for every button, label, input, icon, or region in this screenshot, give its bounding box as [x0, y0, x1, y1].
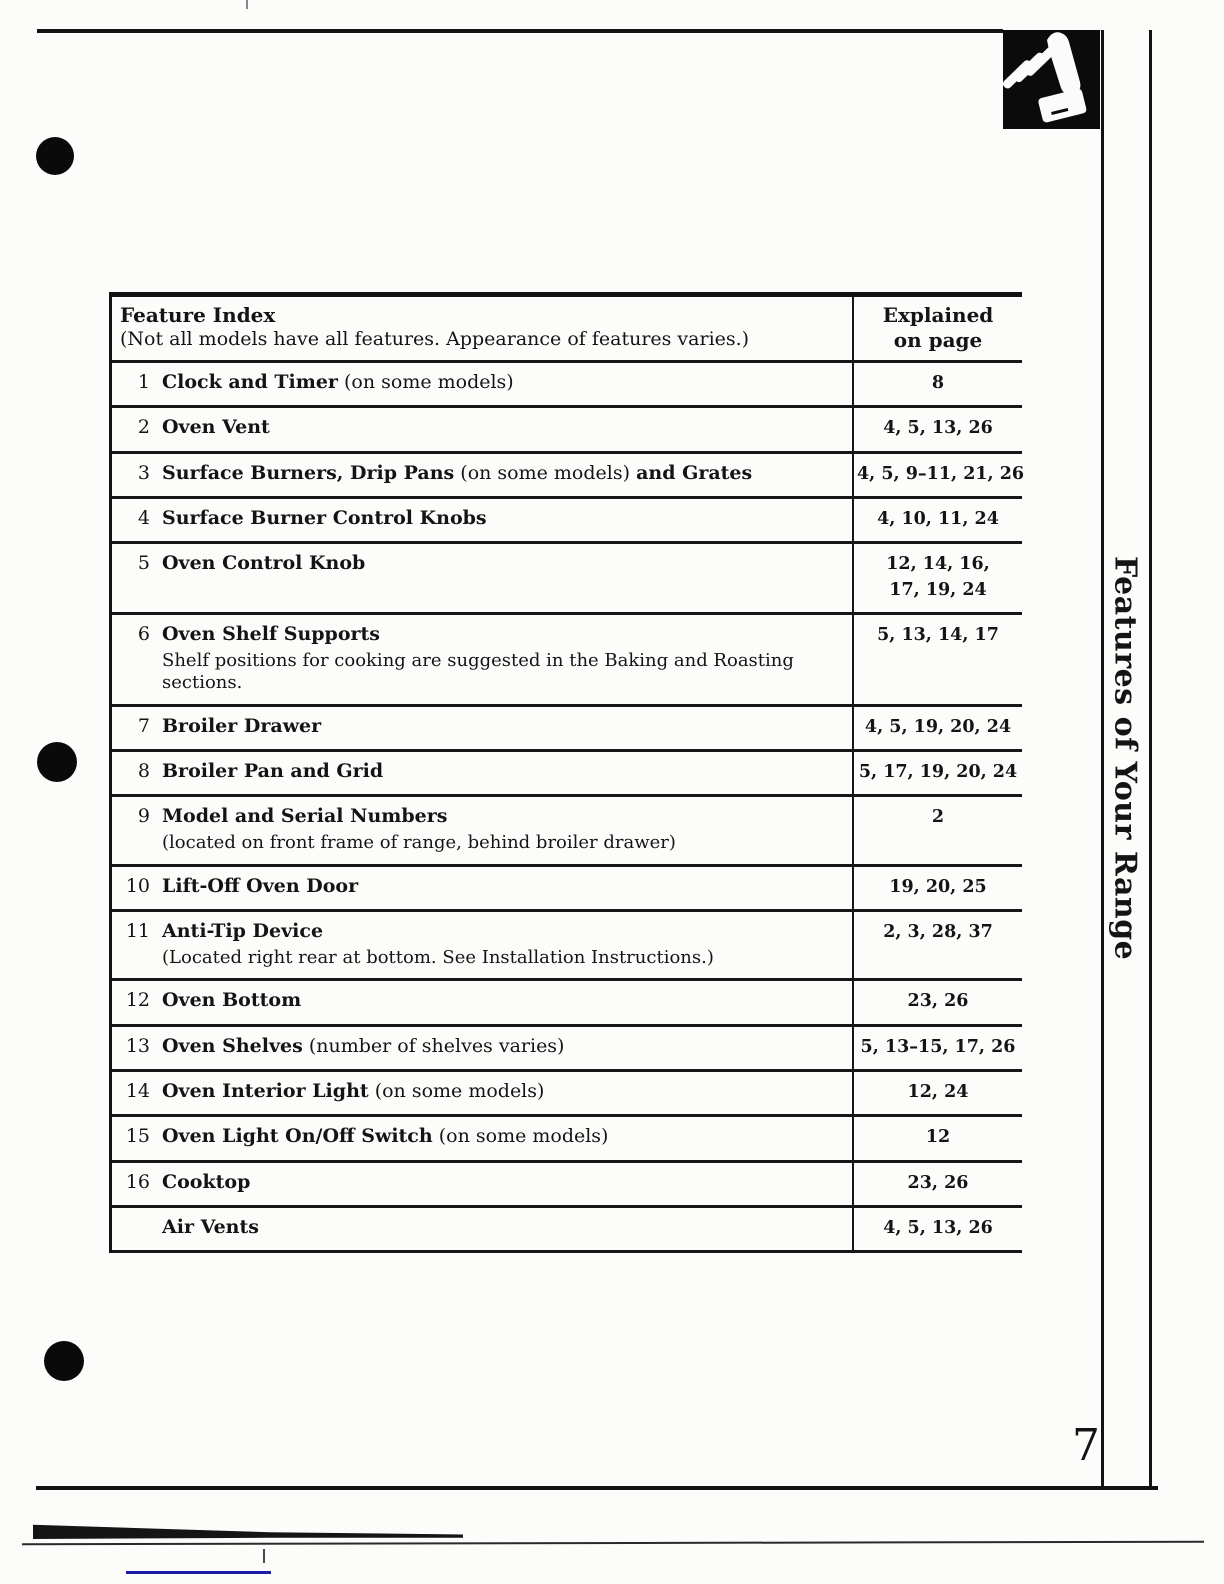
- table-subtitle: (Not all models have all features. Appearance of features varies.): [120, 328, 750, 350]
- feature-label: Oven Vent: [162, 416, 270, 439]
- feature-description: (located on front frame of range, behind broiler drawer): [162, 832, 676, 854]
- feature-cell: [112, 752, 852, 794]
- feature-cell: [112, 981, 852, 1023]
- feature-cell: [112, 1208, 852, 1250]
- feature-number: 7: [137, 714, 150, 737]
- feature-label: Surface Burners, Drip Pans: [162, 461, 455, 484]
- explained-on-pages: 4, 5, 13, 26: [852, 408, 1022, 450]
- table-row: [112, 867, 1022, 912]
- table-row: [112, 454, 1025, 499]
- punch-hole-mark-bottom: [44, 1341, 84, 1381]
- feature-cell: [112, 1117, 852, 1159]
- feature-description: Shelf positions for cooking are suggested in the Baking and Roasting sections.: [162, 649, 794, 694]
- table-row: [112, 363, 1022, 408]
- feature-label: Oven Shelves: [162, 1034, 303, 1057]
- feature-label: Oven Interior Light: [162, 1079, 369, 1102]
- feature-note: (on some models): [438, 1125, 609, 1148]
- explained-on-pages: 4, 5, 9–11, 21, 26: [852, 454, 1022, 496]
- explained-on-pages: 12, 24: [852, 1072, 1022, 1114]
- feature-label: Oven Light On/Off Switch: [162, 1125, 433, 1148]
- feature-number: 15: [125, 1125, 150, 1148]
- scan-smudge: [33, 1524, 463, 1539]
- bottom-rule: [36, 1486, 1158, 1490]
- table-body: [112, 363, 1025, 1254]
- table-row: [112, 707, 1022, 752]
- feature-cell: [112, 615, 852, 704]
- feature-cell: [112, 408, 852, 450]
- blue-underline-mark: [126, 1571, 271, 1574]
- feature-label: Broiler Drawer: [162, 714, 322, 737]
- feature-cell: [112, 499, 852, 541]
- feature-label: Oven Shelf Supports: [162, 623, 380, 645]
- explained-on-pages: 12, 14, 16, 17, 19, 24: [852, 544, 1022, 612]
- explained-on-pages: 8: [852, 363, 1022, 405]
- hand-pressing-button-icon: [1003, 30, 1100, 128]
- feature-cell: [112, 1072, 852, 1114]
- corner-block: [1003, 30, 1100, 129]
- table-row: [112, 797, 1022, 866]
- feature-label: Air Vents: [162, 1216, 259, 1239]
- explained-on-pages: 2, 3, 28, 37: [852, 912, 1022, 978]
- scan-tick-top: [246, 0, 248, 9]
- feature-number: 2: [137, 416, 150, 439]
- feature-index-table: [109, 292, 1025, 1253]
- feature-number: 6: [137, 623, 150, 645]
- feature-note: (on some models): [460, 461, 631, 484]
- explained-on-pages: 5, 17, 19, 20, 24: [852, 752, 1022, 794]
- feature-number: 16: [125, 1170, 150, 1193]
- feature-description: (Located right rear at bottom. See Installation Instructions.): [162, 946, 714, 968]
- feature-number: 1: [137, 370, 150, 393]
- feature-number: 10: [125, 874, 150, 897]
- feature-label: Oven Bottom: [162, 989, 302, 1012]
- table-row: [112, 1072, 1022, 1117]
- feature-number: [112, 1215, 150, 1241]
- table-header-left: [112, 297, 852, 360]
- scan-line: [22, 1541, 1204, 1545]
- feature-cell: [112, 912, 852, 978]
- table-row: [112, 1208, 1022, 1253]
- table-row: [112, 615, 1022, 707]
- feature-label: Lift-Off Oven Door: [162, 874, 359, 897]
- feature-label: Broiler Pan and Grid: [162, 760, 384, 783]
- pages-header-line2: on page: [893, 328, 983, 353]
- page-number: 7: [1072, 1420, 1100, 1471]
- feature-label: Model and Serial Numbers: [162, 805, 448, 828]
- explained-on-pages: 5, 13, 14, 17: [852, 615, 1022, 704]
- feature-number: 14: [125, 1079, 150, 1102]
- feature-label: Surface Burner Control Knobs: [162, 506, 487, 529]
- pages-column-header: [852, 297, 1022, 360]
- feature-label: Oven Control Knob: [162, 552, 366, 575]
- table-row: [112, 752, 1022, 797]
- explained-on-pages: 2: [852, 797, 1022, 863]
- table-row: [112, 912, 1022, 981]
- feature-number: 8: [137, 760, 150, 783]
- feature-cell: [112, 1027, 852, 1069]
- feature-label: Clock and Timer: [162, 370, 338, 393]
- explained-on-pages: 4, 5, 13, 26: [852, 1208, 1022, 1250]
- feature-label: Cooktop: [162, 1170, 251, 1193]
- table-row: [112, 1163, 1022, 1208]
- explained-on-pages: 4, 10, 11, 24: [852, 499, 1022, 541]
- table-title: Feature Index: [120, 303, 276, 327]
- table-row: [112, 408, 1022, 453]
- feature-note: (on some models): [344, 370, 514, 393]
- explained-on-pages: 23, 26: [852, 981, 1022, 1023]
- table-row: [112, 1117, 1022, 1162]
- scan-tick-bottom: [263, 1549, 265, 1563]
- feature-number: 11: [125, 920, 150, 942]
- feature-cell: [112, 797, 852, 863]
- feature-number: 3: [137, 461, 150, 484]
- sidebar-title: Features of Your Range: [1107, 555, 1143, 961]
- table-row: [112, 544, 1022, 615]
- pages-header-line1: Explained: [882, 303, 994, 328]
- feature-label: Anti-Tip Device: [162, 920, 324, 942]
- feature-cell: [112, 867, 852, 909]
- feature-number: 13: [125, 1034, 150, 1057]
- feature-number: 9: [137, 805, 150, 828]
- feature-cell: [112, 1163, 852, 1205]
- feature-note: (number of shelves varies): [308, 1034, 565, 1057]
- table-row: [112, 981, 1022, 1026]
- punch-hole-mark-top: [36, 137, 74, 175]
- feature-number: 12: [125, 989, 150, 1012]
- explained-on-pages: 19, 20, 25: [852, 867, 1022, 909]
- explained-on-pages: 23, 26: [852, 1163, 1022, 1205]
- explained-on-pages: 12: [852, 1117, 1022, 1159]
- feature-number: 4: [137, 506, 150, 529]
- feature-cell: [112, 544, 852, 612]
- feature-cell: [112, 707, 852, 749]
- feature-cell: [112, 454, 852, 496]
- explained-on-pages: 4, 5, 19, 20, 24: [852, 707, 1022, 749]
- table-row: [112, 499, 1022, 544]
- feature-note: (on some models): [374, 1079, 545, 1102]
- table-header-row: [112, 297, 1022, 363]
- explained-on-pages: 5, 13–15, 17, 26: [852, 1027, 1022, 1069]
- table-row: [112, 1027, 1022, 1072]
- feature-number: 5: [137, 552, 150, 575]
- feature-label-suffix: and Grates: [636, 461, 753, 484]
- top-rule: [37, 29, 1003, 33]
- punch-hole-mark-middle: [37, 742, 77, 782]
- feature-cell: [112, 363, 852, 405]
